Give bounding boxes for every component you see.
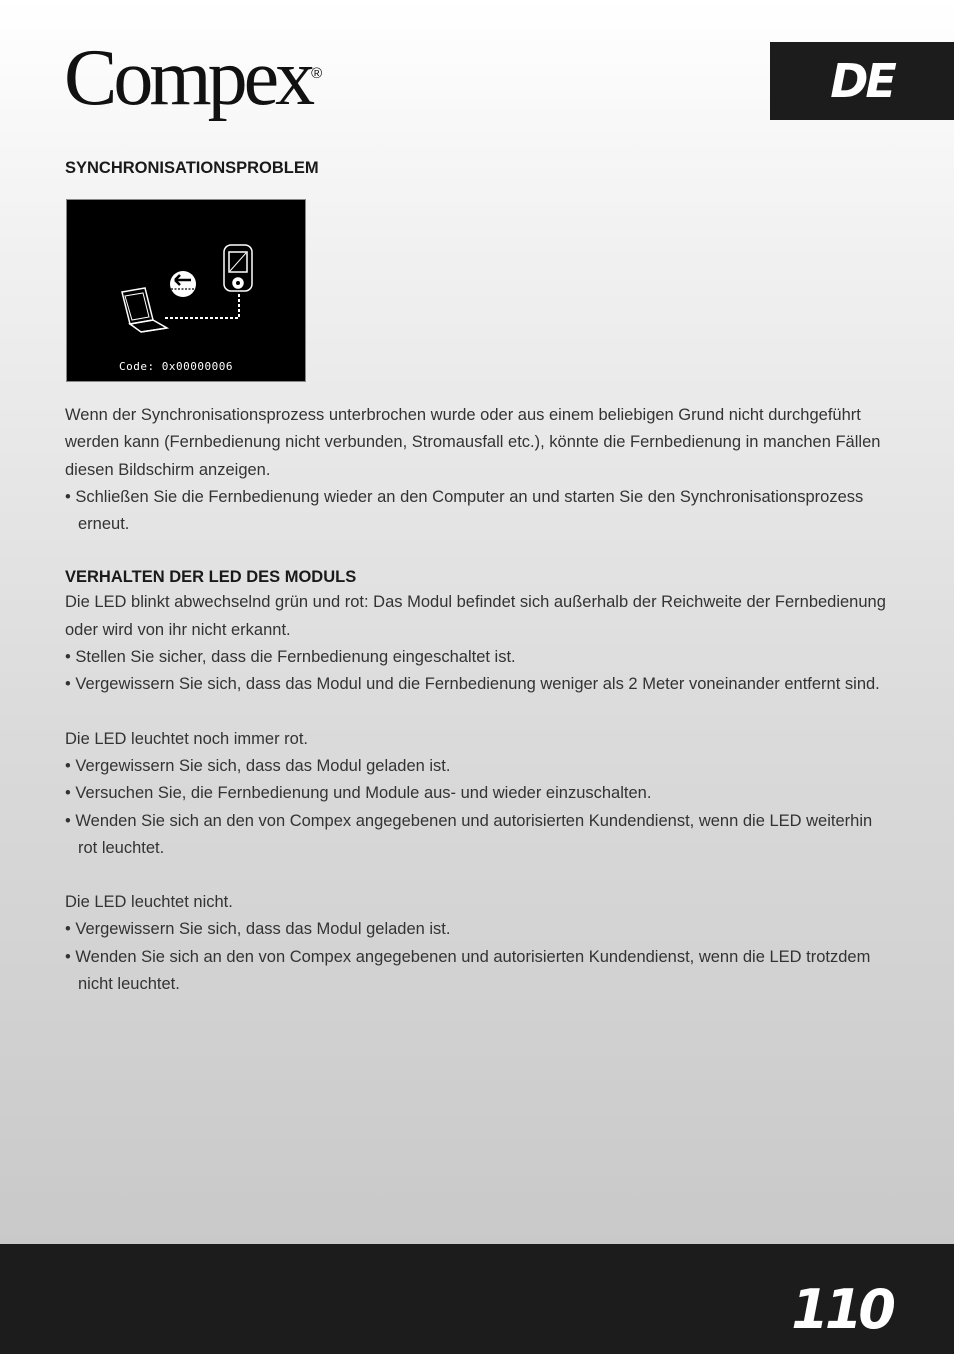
sync-description: Wenn der Synchronisationsprozess unterbrochen wurde oder aus einem beliebigen Grund nicht durchgeführt werden kann (Fernbedienung nicht verbunden, Stromausfall etc.), könnte die Fernbedienung in manchen Fällen diesen Bildschirm anzeigen. [65, 406, 881, 479]
list-item: • Vergewissern Sie sich, dass das Modul geladen ist. [65, 756, 451, 775]
language-label: DE [830, 54, 894, 108]
list-item: • Vergewissern Sie sich, dass das Modul und die Fernbedienung weniger als 2 Meter voneinander entfernt sind. [65, 675, 880, 694]
led-block1-intro: Die LED blinkt abwechselnd grün und rot: Das Modul befindet sich außerhalb der Reichweite der Fernbedienung oder wird von ihr nicht erkannt. [65, 593, 886, 639]
section-title-sync-problem: SYNCHRONISATIONSPROBLEM [65, 159, 319, 177]
list-item: • Vergewissern Sie sich, dass das Modul geladen ist. [65, 920, 451, 939]
compex-logo [64, 34, 323, 122]
list-item: • Wenden Sie sich an den von Compex angegebenen und autorisierten Kundendienst, wenn die LED weiterhin rot leuchtet. [65, 811, 873, 857]
remote-control-icon [224, 245, 252, 291]
page-footer [0, 1244, 954, 1354]
sync-arrow-icon [170, 271, 196, 297]
error-code: Code: 0x00000006 [119, 360, 233, 373]
registered-mark: ® [311, 65, 323, 82]
language-badge [770, 42, 954, 120]
list-item: • Versuchen Sie, die Fernbedienung und Module aus- und wieder einzuschalten. [65, 784, 652, 803]
list-item: • Stellen Sie sicher, dass die Fernbedienung eingeschaltet ist. [65, 648, 516, 667]
list-item: • Wenden Sie sich an den von Compex angegebenen und autorisierten Kundendienst, wenn die LED trotzdem nicht leuchtet. [65, 947, 871, 994]
page-content [65, 156, 895, 998]
laptop-icon [122, 288, 167, 332]
led-block2-intro: Die LED leuchtet noch immer rot. [65, 729, 309, 748]
cable-line [165, 292, 239, 318]
section-title-led-behavior: VERHALTEN DER LED DES MODULS [65, 568, 357, 587]
sync-illustration [67, 200, 305, 381]
logo-text: Compex [64, 34, 312, 122]
page-number: 110 [791, 1278, 892, 1341]
list-item: • Schließen Sie die Fernbedienung wieder an den Computer an und starten Sie den Synchronisationsprozess erneut. [65, 487, 864, 534]
device-screen-illustration [66, 199, 306, 382]
led-block3-intro: Die LED leuchtet nicht. [65, 893, 233, 912]
